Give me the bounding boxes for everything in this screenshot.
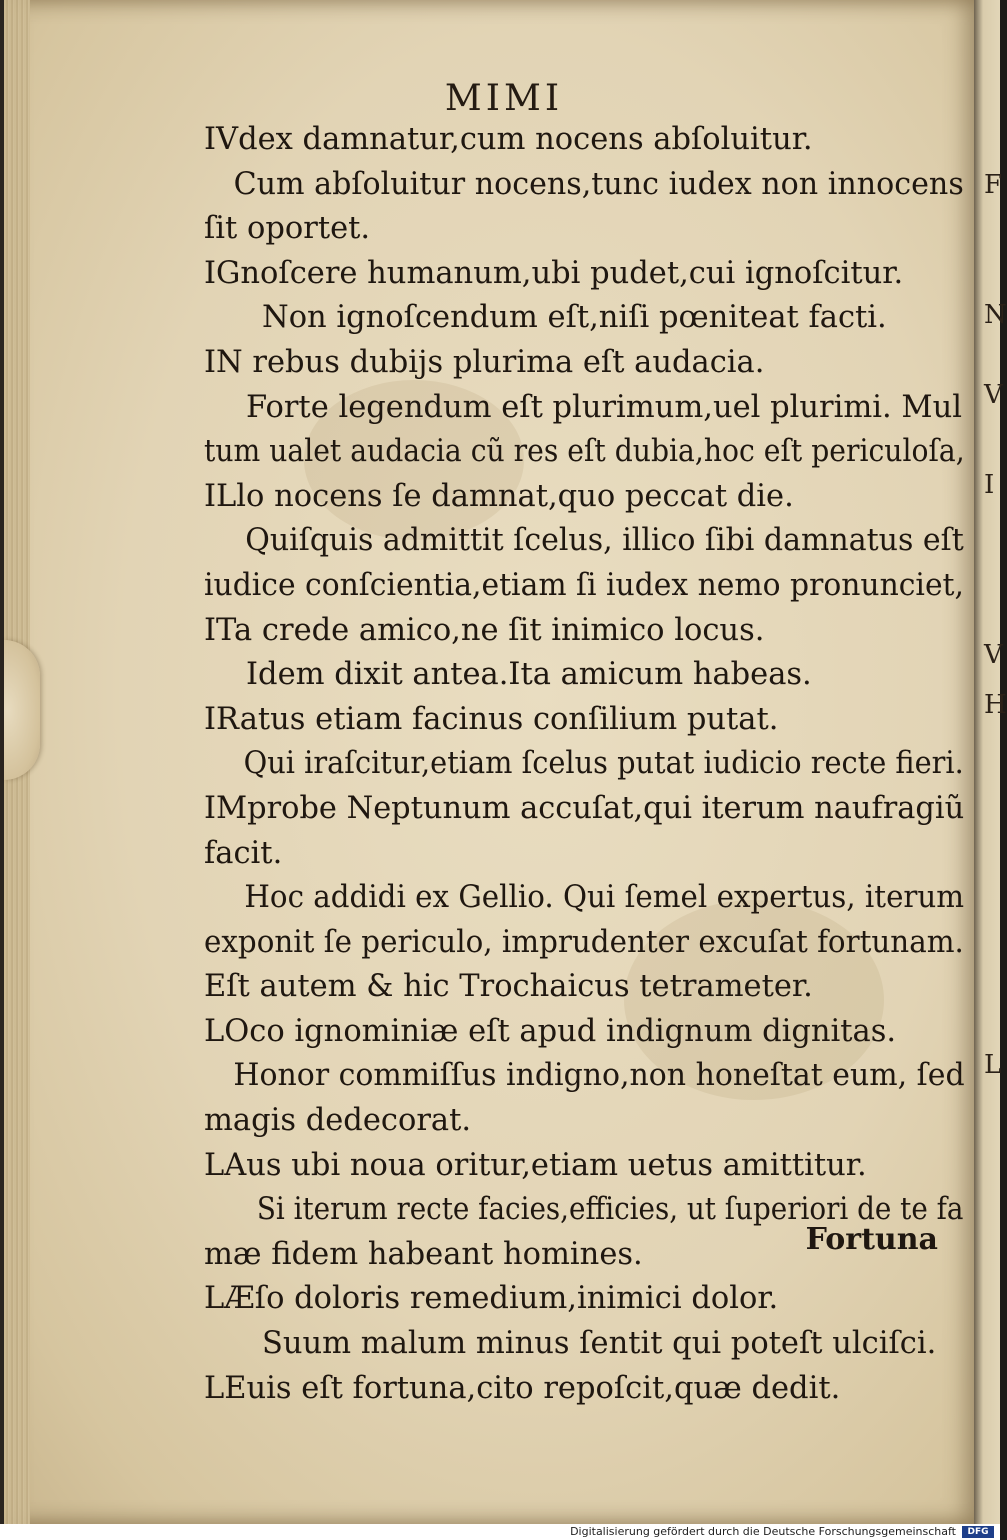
text-line: Honor commiſſus indigno,non honeſtat eum, ſed: [233, 1058, 965, 1094]
book-page: [4, 0, 980, 1524]
dfg-logo: DFG: [962, 1526, 994, 1538]
clasp-tab: [4, 640, 40, 780]
text-line: ITa crede amico,ne ſit inimico locus.: [204, 612, 765, 648]
text-line: IMprobe Neptunum accuſat,qui iterum naufragiũ: [204, 790, 965, 826]
text-line: mæ fidem habeant homines.: [204, 1236, 643, 1272]
text-line: LEuis eſt fortuna,cito repoſcit,quæ dedit.: [204, 1370, 841, 1406]
text-line: Si iterum recte facies,efficies, ut ſuperiori de te fa: [256, 1192, 964, 1228]
text-line: Non ignoſcendum eſt,niſi pœniteat facti.: [262, 300, 887, 336]
text-line: Suum malum minus ſentit qui poteſt ulciſci.: [262, 1326, 937, 1362]
text-line: ſit oportet.: [204, 211, 371, 247]
digitization-footer: [0, 1524, 1000, 1540]
text-line: ILlo nocens ſe damnat,quo peccat die.: [204, 478, 794, 514]
text-line: IN rebus dubijs plurima eſt audacia.: [204, 344, 765, 380]
facing-page-edge: [974, 0, 1007, 1524]
text-line: Forte legendum eſt plurimum,uel plurimi. Mul: [246, 389, 963, 425]
text-line: exponit ſe periculo, imprudenter excuſat fortunam.: [204, 924, 964, 960]
text-line: iudice conſcientia,etiam ſi iudex nemo pronunciet,: [204, 567, 964, 603]
text-line: IVdex damnatur,cum nocens abſoluitur.: [204, 122, 813, 157]
text-line: facit.: [204, 835, 283, 871]
body-text: [204, 118, 964, 1411]
facing-page-glyph: H: [984, 690, 1007, 720]
text-line: Idem dixit antea.Ita amicum habeas.: [246, 657, 812, 693]
facing-page-glyph: V: [984, 380, 1003, 410]
facing-page-glyph: N: [984, 300, 1007, 330]
facing-page-glyph: F: [984, 170, 1003, 200]
text-line: Cum abſoluitur nocens,tunc iudex non innocens: [233, 166, 964, 202]
facing-page-glyph: L: [984, 1050, 1002, 1080]
facing-page-glyph: I: [984, 470, 995, 500]
text-line: IGnoſcere humanum,ubi pudet,cui ignoſcitur.: [204, 255, 904, 291]
text-line: IRatus etiam facinus conſilium putat.: [204, 701, 779, 737]
facing-page-glyph: V: [984, 640, 1003, 670]
running-header: MIMI: [444, 78, 564, 119]
footer-credit: Digitalisierung gefördert durch die Deutsche Forschungsgemeinschaft: [570, 1525, 956, 1538]
text-line: LAus ubi noua oritur,etiam uetus amittitur.: [204, 1147, 867, 1183]
text-line: Qui iraſcitur,etiam ſcelus putat iudicio recte fieri.: [243, 746, 964, 782]
text-line: Quiſquis admittit ſcelus, illico ſibi damnatus eſt: [245, 523, 964, 559]
text-line: tum ualet audacia cũ res eſt dubia,hoc eſt periculoſa,: [204, 434, 965, 470]
text-line: Eſt autem & hic Trochaicus tetrameter.: [204, 969, 813, 1005]
text-line: LÆſo doloris remedium,inimici dolor.: [204, 1281, 779, 1317]
catchword: Fortuna: [805, 1222, 938, 1257]
text-line: Hoc addidi ex Gellio. Qui ſemel expertus, iterum: [244, 880, 965, 916]
text-line: magis dedecorat.: [204, 1103, 472, 1139]
text-line: LOco ignominiæ eſt apud indignum dignitas.: [204, 1013, 897, 1049]
